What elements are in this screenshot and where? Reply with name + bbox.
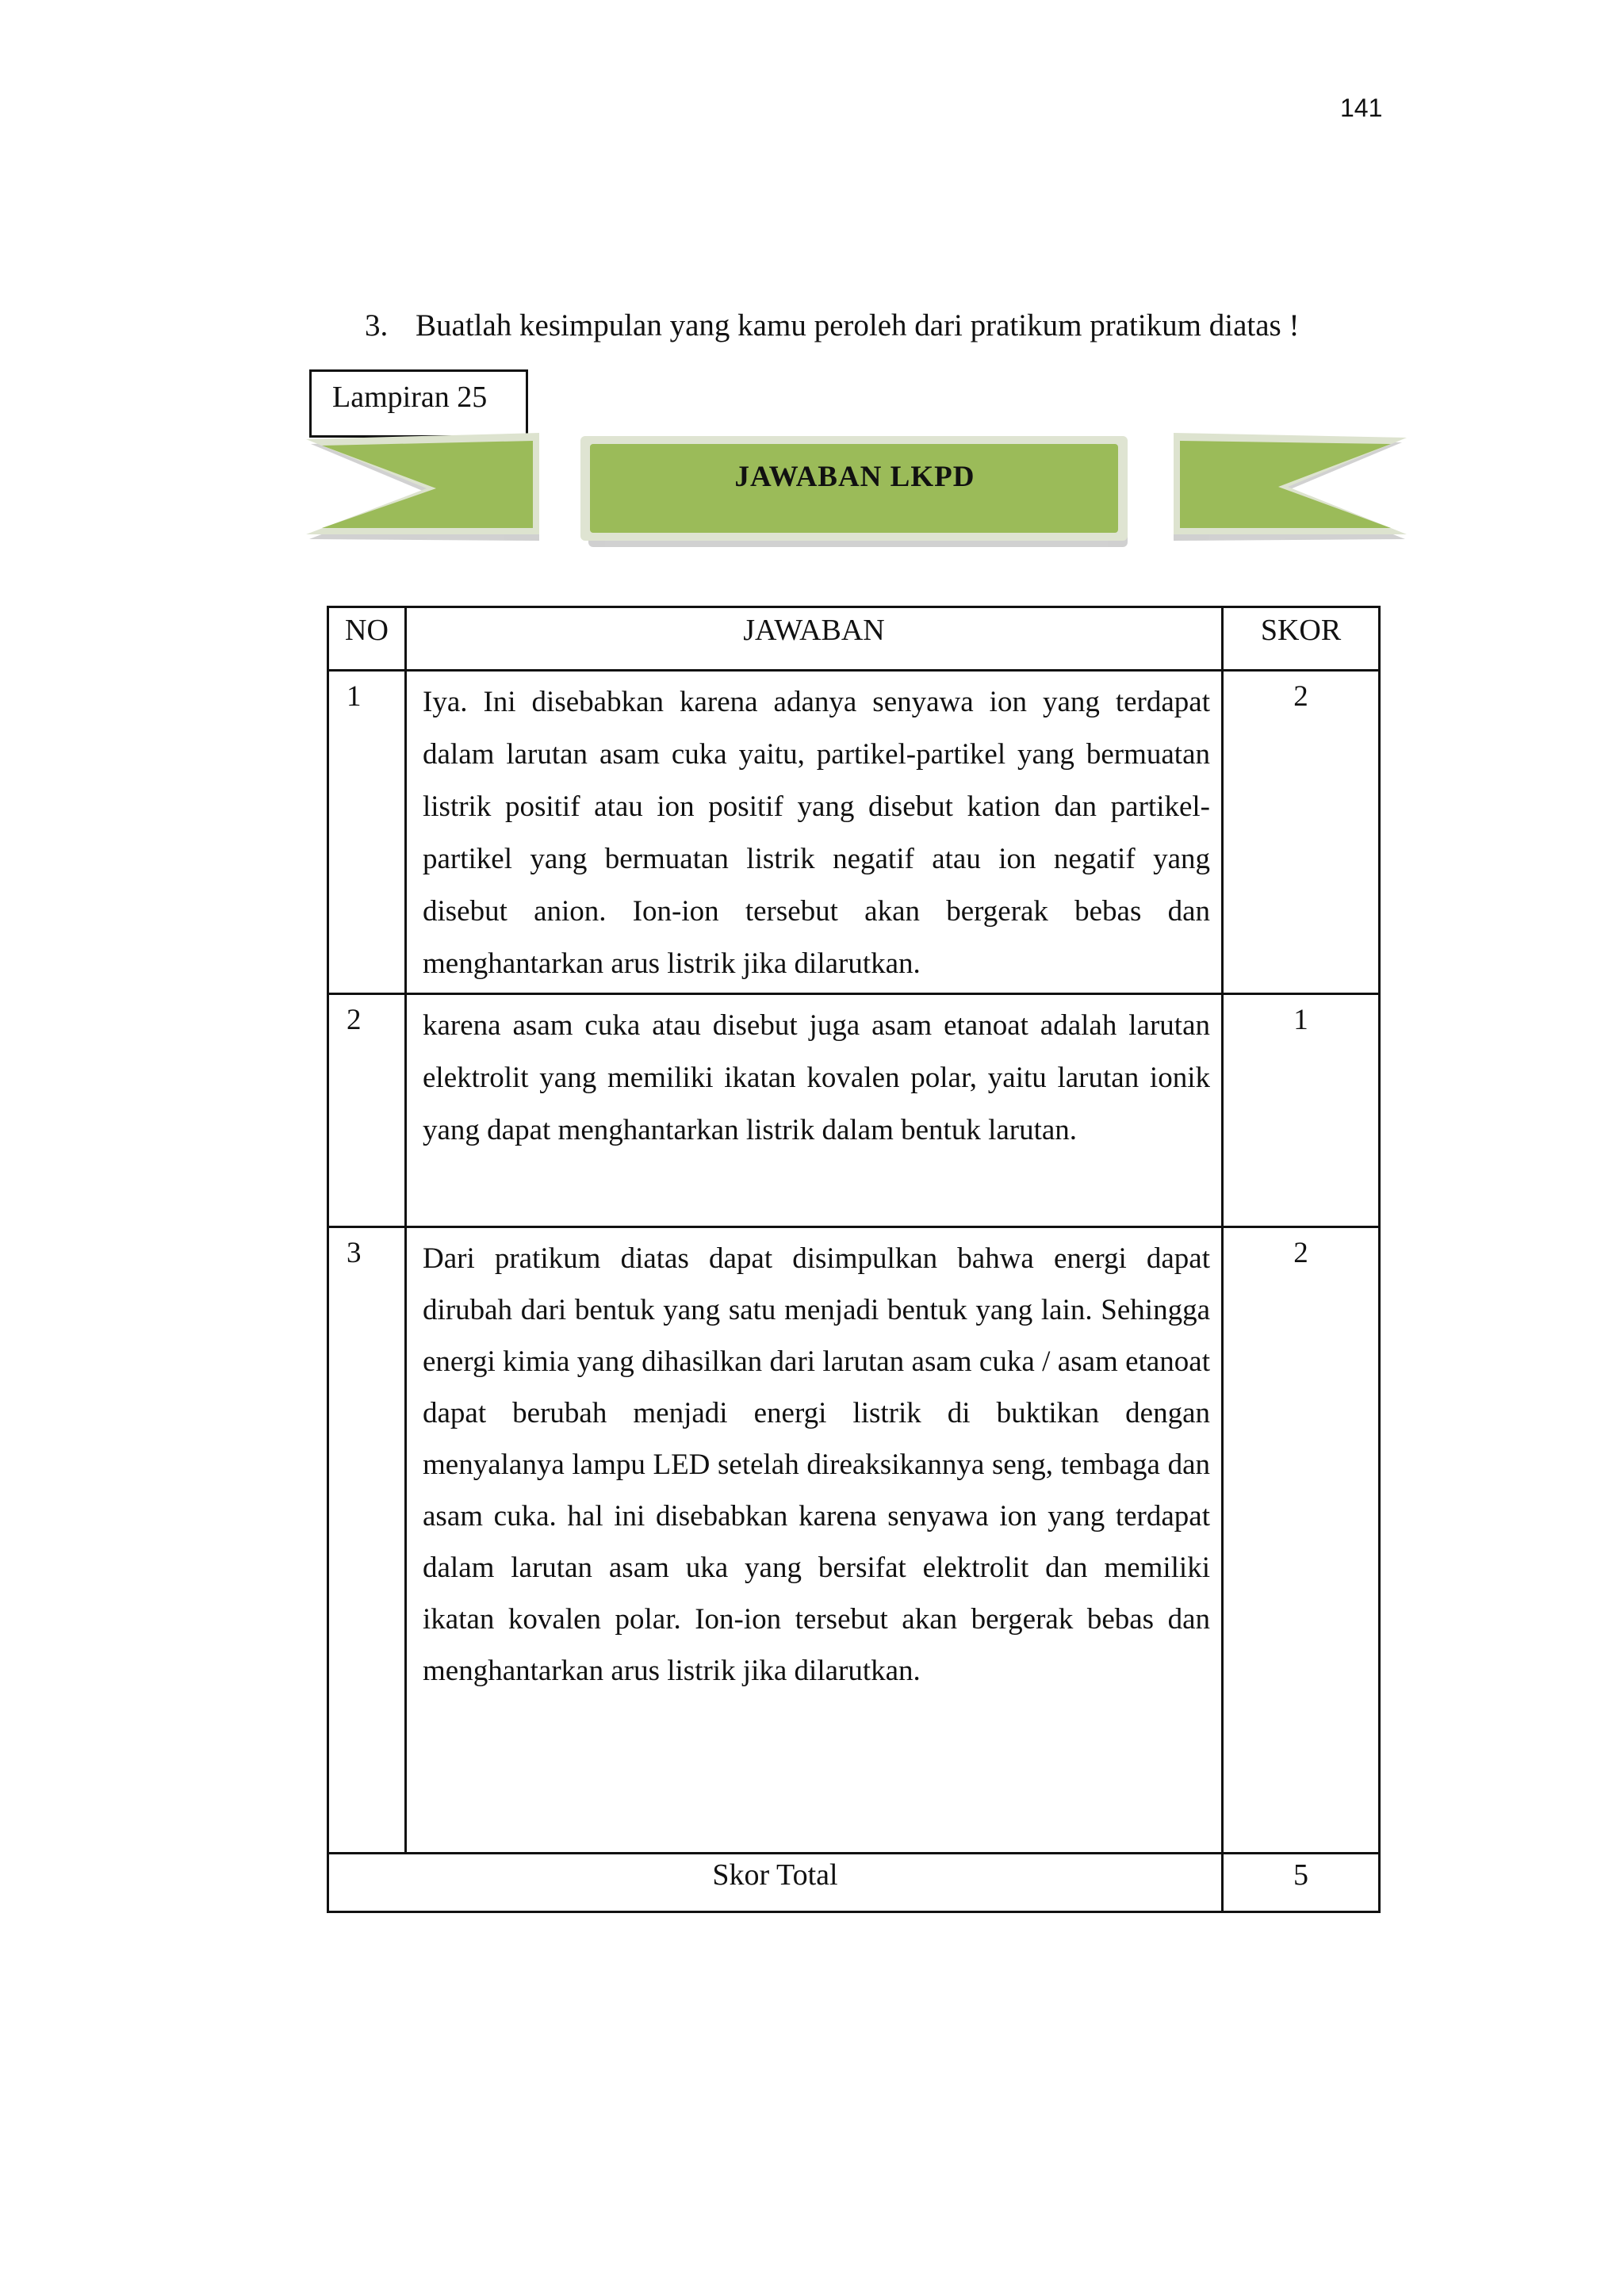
- row-number: 2: [328, 994, 406, 1227]
- question-text: Buatlah kesimpulan yang kamu peroleh dari pratikum pratikum diatas !: [416, 308, 1300, 342]
- ribbon-right-tail: [1174, 433, 1407, 534]
- total-label: Skor Total: [328, 1854, 1223, 1912]
- row-answer: Dari pratikum diatas dapat disimpulkan bahwa energi dapat dirubah dari bentuk yang satu menjadi bentuk yang lain. Sehingga energi kimia yang dihasilkan dari larutan asam cuka / asam etanoat dapat berubah menjadi energi listrik di buktikan dengan menyalanya lampu LED setelah direaksikannya seng, tembaga dan asam cuka. hal ini disebabkan karena senyawa ion yang terdapat dalam larutan asam uka yang bersifat elektrolit dan memiliki ikatan kovalen polar. Ion-ion tersebut akan bergerak bebas dan menghantarkan arus listrik jika dilarutkan.: [406, 1227, 1223, 1854]
- table-row: [328, 994, 1380, 1227]
- page-number: 141: [1340, 94, 1383, 122]
- question-number: 3.: [365, 308, 389, 342]
- row-score: 2: [1223, 1227, 1380, 1854]
- table-row: [328, 1227, 1380, 1854]
- answer-table: [327, 606, 1381, 1913]
- row-score: 2: [1223, 671, 1380, 994]
- header-no: NO: [328, 607, 406, 671]
- row-number: 3: [328, 1227, 406, 1854]
- row-answer: Iya. Ini disebabkan karena adanya senyawa ion yang terdapat dalam larutan asam cuka yaitu, partikel-partikel yang bermuatan listrik positif atau ion positif yang disebut kation dan partikel-partikel yang bermuatan listrik negatif atau ion negatif yang disebut anion. Ion-ion tersebut akan bergerak bebas dan menghantarkan arus listrik jika dilarutkan.: [406, 671, 1223, 994]
- row-number: 1: [328, 671, 406, 994]
- header-score: SKOR: [1223, 607, 1380, 671]
- banner-title: JAWABAN LKPD: [734, 461, 975, 493]
- appendix-label: Lampiran 25: [332, 381, 488, 414]
- question-3: [365, 308, 1396, 343]
- row-answer: karena asam cuka atau disebut juga asam etanoat adalah larutan elektrolit yang memiliki ikatan kovalen polar, yaitu larutan ionik yang dapat menghantarkan listrik dalam bentuk larutan.: [406, 994, 1223, 1227]
- total-score: 5: [1223, 1854, 1380, 1912]
- header-answer: JAWABAN: [406, 607, 1223, 671]
- row-score: 1: [1223, 994, 1380, 1227]
- ribbon-left-tail: [306, 433, 539, 534]
- total-row: [328, 1854, 1380, 1912]
- table-row: [328, 671, 1380, 994]
- table-header-row: [328, 607, 1380, 671]
